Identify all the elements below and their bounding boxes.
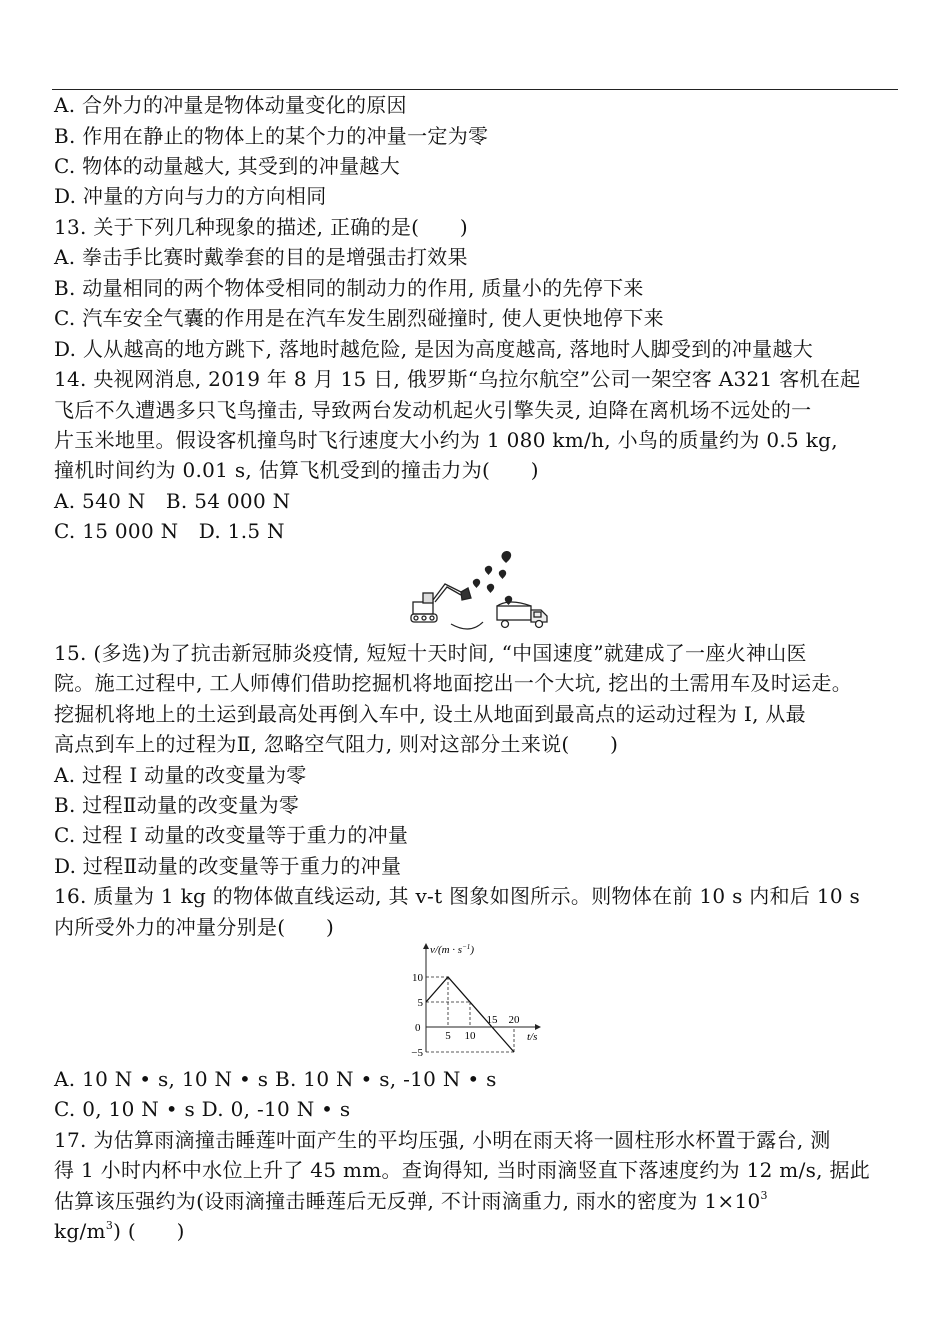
q16-line-2: 内所受外力的冲量分别是( ) [54,915,335,939]
q12-option-b: B. 作用在静止的物体上的某个力的冲量一定为零 [54,124,489,148]
q17-line-4 [54,1218,185,1248]
q15-option-b: B. 过程Ⅱ动量的改变量为零 [54,793,300,817]
v-t-graph [400,938,545,1060]
q16-options-row-2: C. 0, 10 N • s D. 0, -10 N • s [54,1097,351,1121]
q14-line-1: 14. 央视网消息, 2019 年 8 月 15 日, 俄罗斯“乌拉尔航空”公司一架空客 A321 客机在起 [54,367,861,391]
x-tick-label: 5 [445,1030,451,1042]
q16-options-row-1: A. 10 N • s, 10 N • s B. 10 N • s, -10 N • s [54,1067,497,1091]
y-tick-label: −5 [411,1047,423,1059]
q13-option-a: A. 拳击手比赛时戴拳套的目的是增强击打效果 [54,245,468,269]
q12-option-c: C. 物体的动量越大, 其受到的冲量越大 [54,154,401,178]
q13-option-d: D. 人从越高的地方跳下, 落地时越危险, 是因为高度越高, 落地时人脚受到的冲量越大 [54,337,814,361]
q13-option-b: B. 动量相同的两个物体受相同的制动力的作用, 质量小的先停下来 [54,276,644,300]
q17-unit-exponent: 3 [105,1219,114,1232]
q15-line-2: 院。施工过程中, 工人师傅们借助挖掘机将地面挖出一个大坑, 挖出的土需用车及时运走。 [54,671,853,695]
q17-unit: kg/m [54,1219,106,1243]
x-tick-label: 10 [464,1030,476,1042]
q15-line-3: 挖掘机将地上的土运到最高处再倒入车中, 设土从地面到最高点的运动过程为 Ⅰ, 从最 [54,702,806,726]
q17-line-3-text: 估算该压强约为(设雨滴撞击睡莲后无反弹, 不计雨滴重力, 雨水的密度为 1×10 [54,1189,761,1213]
q17-line-2: 得 1 小时内杯中水位上升了 45 mm。查询得知, 当时雨滴竖直下落速度约为 12 m/s, 据此 [54,1158,871,1182]
q17-line-3 [54,1188,768,1218]
q15-option-a: A. 过程 Ⅰ 动量的改变量为零 [54,763,307,787]
q17-exponent: 3 [760,1189,768,1202]
q14-options-row-2: C. 15 000 N D. 1.5 N [54,519,285,543]
q14-line-2: 飞后不久遭遇多只飞鸟撞击, 导致两台发动机起火引擎失灵, 迫降在离机场不远处的一 [54,398,812,422]
x-tick-label: 15 [486,1014,498,1026]
y-tick-label: 5 [417,997,423,1009]
q16-line-1: 16. 质量为 1 kg 的物体做直线运动, 其 v-t 图象如图所示。则物体在前 10 s 内和后 10 s [54,884,861,908]
top-rule [52,89,898,90]
q13-option-c: C. 汽车安全气囊的作用是在汽车发生剧烈碰撞时, 使人更快地停下来 [54,306,664,330]
soil-clumps [473,551,512,605]
y-axis-label: $v/(m \cdot s^{-1})$ [430,943,474,956]
origin-label: 0 [415,1022,421,1034]
excavator-icon [411,584,471,622]
q12-option-d: D. 冲量的方向与力的方向相同 [54,184,327,208]
q14-line-3: 片玉米地里。假设客机撞鸟时飞行速度大小约为 1 080 km/h, 小鸟的质量约为 0.5 kg, [54,428,838,452]
q15-line-4: 高点到车上的过程为Ⅱ, 忽略空气阻力, 则对这部分土来说( ) [54,732,619,756]
x-axis-label: t/s [527,1031,538,1043]
excavator-truck-illustration [405,548,555,636]
y-tick-label: 10 [412,972,423,984]
truck-icon [497,602,547,628]
q13-stem: 13. 关于下列几种现象的描述, 正确的是( ) [54,215,468,239]
q14-line-4: 撞机时间约为 0.01 s, 估算飞机受到的撞击力为( ) [54,458,539,482]
x-tick-label: 20 [508,1014,520,1026]
q15-option-d: D. 过程Ⅱ动量的改变量等于重力的冲量 [54,854,402,878]
q15-option-c: C. 过程 Ⅰ 动量的改变量等于重力的冲量 [54,823,409,847]
q14-options-row-1: A. 540 N B. 54 000 N [54,489,291,513]
q15-line-1: 15. (多选)为了抗击新冠肺炎疫情, 短短十天时间, “中国速度”就建成了一座火神山医 [54,641,807,665]
q12-option-a: A. 合外力的冲量是物体动量变化的原因 [54,93,407,117]
pit-outline [451,622,483,629]
q17-line-1: 17. 为估算雨滴撞击睡莲叶面产生的平均压强, 小明在雨天将一圆柱形水杯置于露台, 测 [54,1128,831,1152]
q17-answer-blank: ) ( ) [113,1219,185,1243]
